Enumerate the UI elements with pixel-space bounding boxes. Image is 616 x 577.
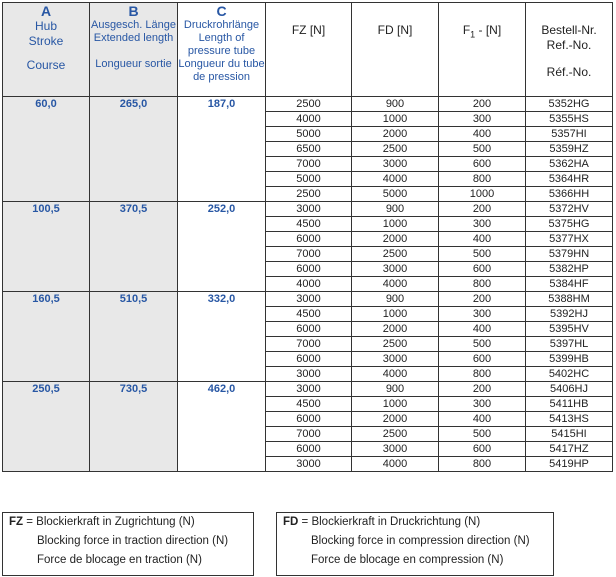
fd-header-label: FD [N]: [377, 23, 413, 37]
col-c-label-fr-2: de pression: [193, 71, 250, 83]
fz-value: 4000: [266, 112, 352, 127]
fd-value: 2000: [352, 322, 439, 337]
table-row: [3, 382, 613, 397]
col-b-letter: B: [128, 3, 139, 19]
f1-value: 300: [439, 112, 526, 127]
f1-value: 800: [439, 457, 526, 472]
order-number: 5355HS: [526, 112, 613, 127]
fz-header-label: FZ [N]: [291, 23, 326, 37]
f1-value: 500: [439, 427, 526, 442]
col-f1-header: [439, 3, 526, 97]
stroke-value: 100,5: [3, 202, 90, 292]
stroke-value: 60,0: [3, 97, 90, 202]
f1-value: 200: [439, 97, 526, 112]
fd-value: 5000: [352, 187, 439, 202]
order-label-fr: Réf.-No.: [546, 65, 592, 79]
fz-value: 6000: [266, 412, 352, 427]
fz-value: 3000: [266, 202, 352, 217]
legend-fz-en: Blocking force in traction direction (N): [37, 535, 229, 547]
tube-length-value: 187,0: [178, 97, 266, 202]
f1-header-label: F: [462, 23, 471, 37]
f1-value: 800: [439, 367, 526, 382]
f1-value: 400: [439, 412, 526, 427]
col-fd-header: [352, 3, 439, 97]
fd-value: 2500: [352, 427, 439, 442]
order-number: 5377HX: [526, 232, 613, 247]
col-a-label-en: Stroke: [28, 34, 64, 48]
order-label-de: Bestell-Nr.: [541, 23, 597, 37]
fd-value: 3000: [352, 352, 439, 367]
f1-value: 400: [439, 322, 526, 337]
tube-length-value: 332,0: [178, 292, 266, 382]
fd-value: 4000: [352, 457, 439, 472]
fd-value: 900: [352, 292, 439, 307]
fd-value: 4000: [352, 367, 439, 382]
order-number: 5357HI: [526, 127, 613, 142]
f1-value: 300: [439, 217, 526, 232]
legend-fd-box: [276, 512, 554, 576]
stroke-value: 250,5: [3, 382, 90, 472]
fz-value: 5000: [266, 172, 352, 187]
fz-value: 6500: [266, 142, 352, 157]
f1-value: 200: [439, 202, 526, 217]
fz-value: 6000: [266, 232, 352, 247]
extended-length-value: 730,5: [90, 382, 178, 472]
fd-value: 900: [352, 202, 439, 217]
f1-value: 600: [439, 442, 526, 457]
extended-length-value: 510,5: [90, 292, 178, 382]
col-c-label-de: Druckrohrlänge: [183, 19, 260, 31]
legend-fd-de: = Blockierkraft in Druckrichtung (N): [298, 516, 481, 528]
order-number: 5392HJ: [526, 307, 613, 322]
fd-value: 1000: [352, 112, 439, 127]
legend-fz-fr: Force de blocage en traction (N): [37, 554, 202, 566]
order-number: 5384HF: [526, 277, 613, 292]
stroke-value: 160,5: [3, 292, 90, 382]
fd-value: 3000: [352, 157, 439, 172]
f1-value: 500: [439, 337, 526, 352]
fz-value: 3000: [266, 292, 352, 307]
fz-value: 3000: [266, 457, 352, 472]
col-a-header: [3, 3, 90, 97]
fd-value: 2500: [352, 142, 439, 157]
fz-value: 4000: [266, 277, 352, 292]
header-row: [3, 3, 613, 97]
f1-value: 200: [439, 292, 526, 307]
col-c-label-en-1: Length of: [198, 32, 245, 44]
f1-value: 600: [439, 352, 526, 367]
f1-value: 1000: [439, 187, 526, 202]
fd-value: 2000: [352, 127, 439, 142]
fz-value: 3000: [266, 382, 352, 397]
order-number: 5395HV: [526, 322, 613, 337]
spec-table: [2, 2, 613, 472]
order-number: 5406HJ: [526, 382, 613, 397]
fd-value: 2500: [352, 247, 439, 262]
order-number: 5388HM: [526, 292, 613, 307]
col-c-letter: C: [216, 3, 227, 19]
order-number: 5364HR: [526, 172, 613, 187]
col-a-label-de: Hub: [34, 19, 57, 33]
f1-value: 500: [439, 247, 526, 262]
legend-fz-line1: [3, 513, 253, 532]
f1-value: 800: [439, 277, 526, 292]
order-number: 5413HS: [526, 412, 613, 427]
legend-fd-abbr: FD: [283, 516, 299, 528]
fd-value: 4000: [352, 277, 439, 292]
fz-value: 7000: [266, 337, 352, 352]
fz-value: 3000: [266, 367, 352, 382]
tube-length-value: 462,0: [178, 382, 266, 472]
order-number: 5402HC: [526, 367, 613, 382]
f1-header-unit: - [N]: [475, 23, 502, 37]
f1-value: 200: [439, 382, 526, 397]
order-number: 5362HA: [526, 157, 613, 172]
fd-value: 4000: [352, 172, 439, 187]
fz-value: 2500: [266, 187, 352, 202]
order-number: 5372HV: [526, 202, 613, 217]
col-c-header: [178, 3, 266, 97]
col-a-label-fr: Course: [26, 58, 66, 72]
f1-header-subscript: 1: [470, 29, 476, 40]
legend-fd-en: Blocking force in compression direction (N): [311, 535, 530, 547]
order-number: 5382HP: [526, 262, 613, 277]
legend-fz-abbr: FZ: [9, 516, 24, 528]
col-b-label-en: Extended length: [93, 32, 174, 44]
col-c-label-fr-1: Longueur du tube: [178, 58, 265, 70]
f1-value: 500: [439, 142, 526, 157]
extended-length-value: 265,0: [90, 97, 178, 202]
fz-value: 2500: [266, 97, 352, 112]
col-b-label-de: Ausgesch. Länge: [90, 19, 176, 31]
fd-value: 2000: [352, 412, 439, 427]
table-row: [3, 292, 613, 307]
order-number: 5366HH: [526, 187, 613, 202]
fd-value: 1000: [352, 397, 439, 412]
extended-length-value: 370,5: [90, 202, 178, 292]
fd-value: 900: [352, 97, 439, 112]
fd-value: 3000: [352, 262, 439, 277]
col-order-header: [526, 3, 613, 97]
col-a-letter: A: [40, 3, 52, 19]
fz-value: 6000: [266, 322, 352, 337]
col-b-header: [90, 3, 178, 97]
f1-value: 300: [439, 397, 526, 412]
order-number: 5411HB: [526, 397, 613, 412]
fz-value: 7000: [266, 157, 352, 172]
fd-value: 3000: [352, 442, 439, 457]
fd-value: 2500: [352, 337, 439, 352]
fz-value: 4500: [266, 307, 352, 322]
fz-value: 7000: [266, 427, 352, 442]
spec-table-body: [3, 97, 613, 472]
table-row: [3, 202, 613, 217]
col-b-label-fr: Longueur sortie: [95, 58, 172, 70]
f1-value: 400: [439, 127, 526, 142]
f1-value: 800: [439, 172, 526, 187]
col-c-label-en-2: pressure tube: [187, 45, 256, 57]
fd-value: 2000: [352, 232, 439, 247]
fz-value: 6000: [266, 352, 352, 367]
order-number: 5399HB: [526, 352, 613, 367]
f1-value: 600: [439, 262, 526, 277]
col-fz-header: [266, 3, 352, 97]
fz-value: 4500: [266, 217, 352, 232]
order-number: 5415HI: [526, 427, 613, 442]
order-number: 5359HZ: [526, 142, 613, 157]
fz-value: 4500: [266, 397, 352, 412]
order-number: 5352HG: [526, 97, 613, 112]
fd-value: 1000: [352, 307, 439, 322]
legend-fz-de: = Blockierkraft in Zugrichtung (N): [23, 516, 195, 528]
legend-fd-line1: [277, 513, 553, 532]
fd-value: 900: [352, 382, 439, 397]
fz-value: 6000: [266, 442, 352, 457]
order-number: 5417HZ: [526, 442, 613, 457]
order-number: 5397HL: [526, 337, 613, 352]
legend-fz-box: [2, 512, 254, 576]
table-row: [3, 97, 613, 112]
order-label-en: Ref.-No.: [546, 38, 592, 52]
f1-value: 400: [439, 232, 526, 247]
order-number: 5379HN: [526, 247, 613, 262]
order-number: 5375HG: [526, 217, 613, 232]
f1-value: 600: [439, 157, 526, 172]
legend-fd-fr: Force de blocage en compression (N): [311, 554, 504, 566]
fz-value: 7000: [266, 247, 352, 262]
fz-value: 5000: [266, 127, 352, 142]
fz-value: 6000: [266, 262, 352, 277]
order-number: 5419HP: [526, 457, 613, 472]
f1-value: 300: [439, 307, 526, 322]
tube-length-value: 252,0: [178, 202, 266, 292]
fd-value: 1000: [352, 217, 439, 232]
